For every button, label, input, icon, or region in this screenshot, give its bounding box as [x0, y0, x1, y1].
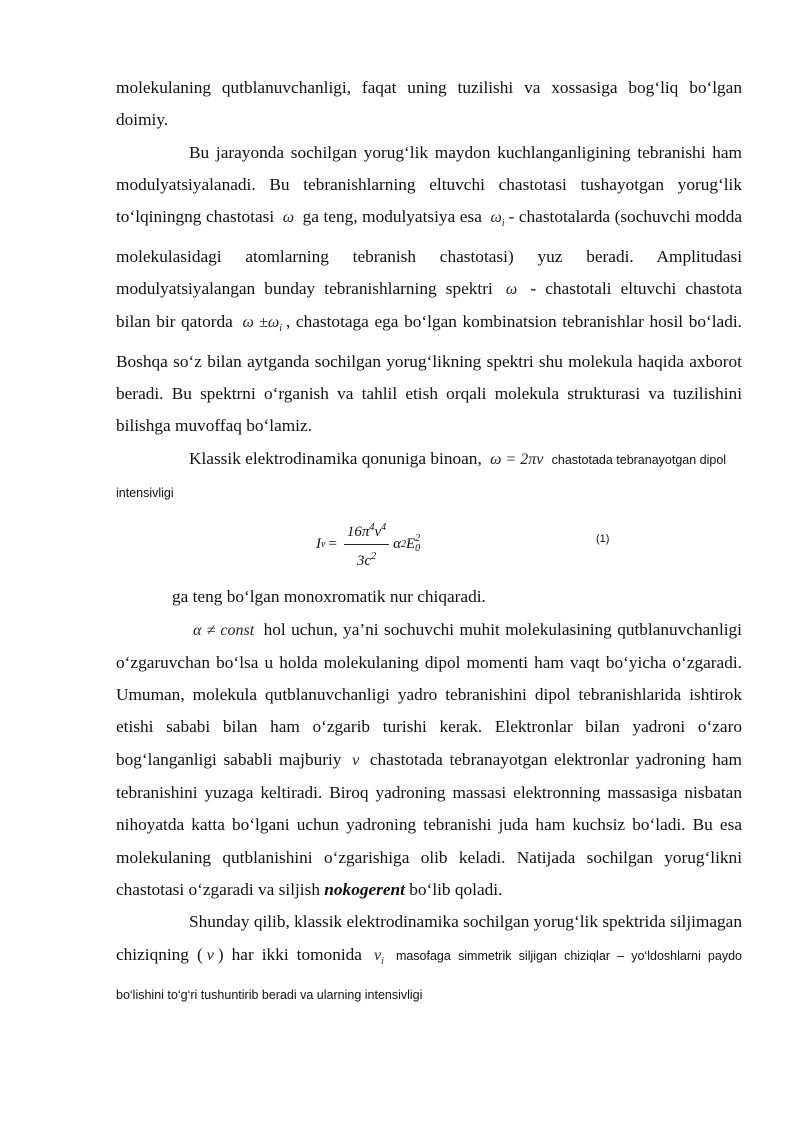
omega-equation: ω = 2πν [490, 450, 544, 468]
nokogerent-term: nokogerent [324, 879, 405, 899]
fraction: $\frac{16\pi^4\nu^4}{3c^2}$ [344, 518, 389, 571]
nu-symbol: ν [352, 751, 360, 769]
formula-block [116, 511, 742, 581]
text: Shunday qilib, klassik elektrodinamika sochilgan yorug‘lik spektrida siljimagan chiziqning ( [116, 912, 742, 964]
text: chastotada tebranayotgan elektronlar yadroning ham tebranishini yuzaga keltiradi. Biroq yadroning massasi elektronning massasiga nisbatan nihoyatda katta bo‘lgani uchun yadroning tebranishi juda ham kuchsiz bo‘ladi. Bu esa molekulaning qutblanishini o‘zgarishiga olib keladi. Natijada sochilgan yorug‘likni chastotasi o‘zgaradi va siljish [116, 749, 742, 899]
intensity-formula: I ν = $\frac{16\pi^4\nu^4}{3c^2}$ α 2 E 2 0 [316, 511, 420, 577]
text: chastotada tebranayotgan dipol intensivligi [116, 452, 727, 500]
omega-symbol: ω [505, 280, 518, 298]
nu-i-symbol: $\nu_i$ [374, 946, 384, 967]
text: - chastotalarda (sochuvchi modda molekulasidagi atomlarning tebranish chastotasi) yuz beradi. Amplitudasi modulyatsiyalangan bunday tebranishlarning spektri [116, 207, 742, 298]
paragraph-6 [116, 906, 742, 1011]
text: ) har ikki tomonida [217, 944, 362, 964]
paragraph-1: molekulaning qutblanuvchanligi, faqat uning tuzilishi va xossasiga bog‘liq bo‘lgan doimiy. [116, 78, 742, 130]
paragraph-2 [116, 137, 742, 443]
omega-i-symbol: $\omega_i$ [490, 209, 505, 230]
equation-number: (1) [596, 533, 610, 546]
omega-symbol: ω [282, 209, 295, 227]
text: Bu jarayonda sochilgan yorug‘lik maydon kuchlanganligining tebranishi ham modulyatsiyalanadi. Bu tebranishlarning eltuvchi chastotasi tushayotgan yorug‘lik to‘lqiningng chastotasi [116, 142, 742, 227]
omega-pm-omega-i: $\omega \pm\omega_i$ [242, 314, 282, 335]
paragraph-3 [116, 443, 742, 510]
nu-symbol: ν [206, 946, 214, 964]
paragraph-5 [116, 614, 742, 907]
document-page [116, 72, 742, 1011]
text: masofaga simmetrik siljigan chiziqlar – yo‘ldoshlarni paydo bo‘lishini to‘g‘ri tushuntirib beradi va ularning intensivligi [116, 948, 742, 1002]
text: bo‘lib qoladi. [409, 879, 503, 899]
text: Klassik elektrodinamika qonuniga binoan, [189, 448, 482, 468]
text: - chastotali eltuvchi chastota bilan bir qatorda [116, 278, 743, 332]
text: hol uchun, ya’ni sochuvchi muhit molekulasining qutblanuvchanligi o‘zgaruvchan bo‘lsa u holda molekulaning dipol momenti ham vaqt bo‘yicha o‘zgaradi. Umuman, molekula qutblanuvchanligi yadro tebranishini dipol tebranishlarida ishtirok etishi sababi bilan ham o‘zgarib turishi kerak. Elektronlar bilan yadroni o‘zaro bog‘langanligi sababli majburiy [116, 619, 742, 769]
text: ga teng, modulyatsiya esa [302, 207, 482, 227]
paragraph-4: ga teng bo‘lgan monoxromatik nur chiqaradi. [172, 587, 486, 607]
text: , chastotaga ega bo‘lgan kombinatsion tebranishlar hosil bo‘ladi. Boshqa so‘z bilan aytganda sochilgan yorug‘likning spektri shu molekula haqida axborot beradi. Bu spektrni o‘rganish va tahlil etish orqali molekula strukturasi va tuzilishini bilishga muvoffaq bo‘lamiz. [116, 312, 742, 436]
alpha-not-const: α ≠ const [193, 621, 255, 639]
